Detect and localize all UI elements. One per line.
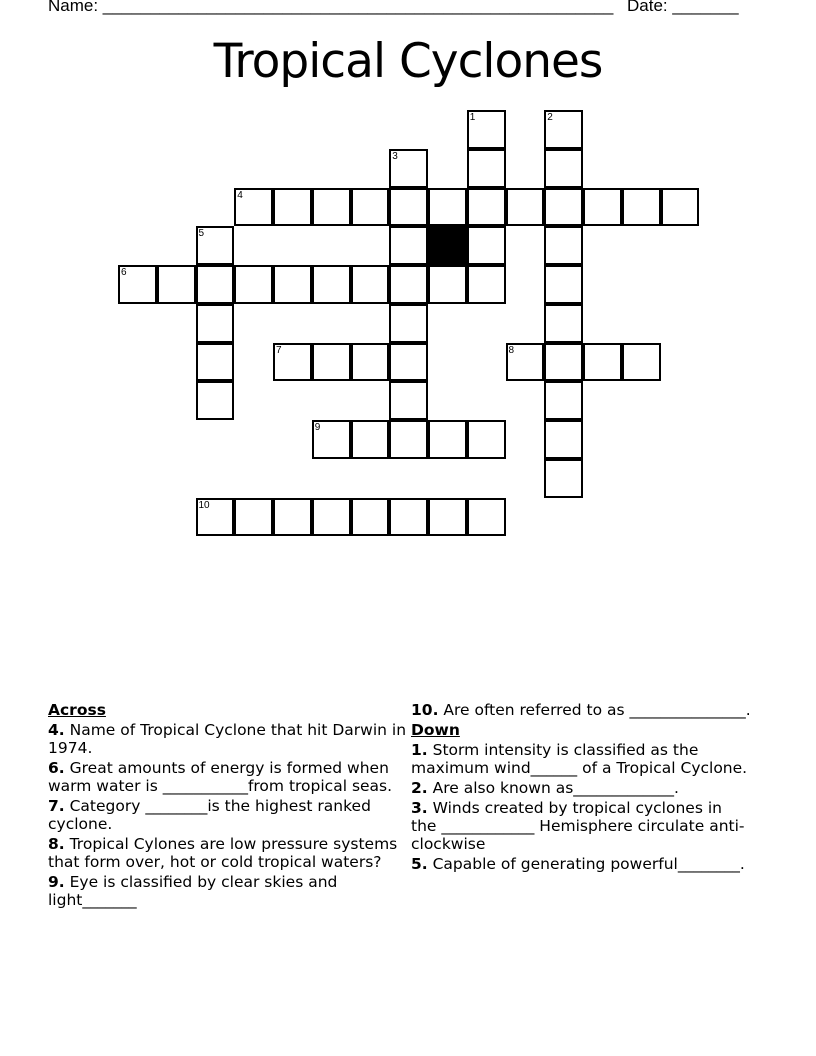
- grid-cell[interactable]: [196, 381, 235, 420]
- grid-cell[interactable]: [389, 188, 428, 227]
- grid-cell[interactable]: [312, 420, 351, 459]
- date-field-label: Date: _______: [627, 0, 739, 15]
- clues-column-right: [411, 701, 751, 875]
- clue-text: Are often referred to as _______________.: [438, 701, 751, 719]
- cell-number: 2: [547, 112, 553, 123]
- grid-cell[interactable]: [506, 343, 545, 382]
- clue-text: Great amounts of energy is formed when warm water is ___________from tropical seas.: [48, 759, 393, 795]
- down-clue-5: [411, 855, 751, 873]
- clue-number: 1.: [411, 741, 428, 759]
- grid-cell[interactable]: [196, 226, 235, 265]
- grid-cell[interactable]: [622, 343, 661, 382]
- grid-cell[interactable]: [428, 188, 467, 227]
- grid-cell[interactable]: [234, 188, 273, 227]
- cell-number: 7: [276, 344, 282, 356]
- grid-cell[interactable]: [351, 498, 390, 537]
- cell-number: 4: [237, 189, 243, 201]
- grid-cell[interactable]: [312, 188, 351, 227]
- grid-cell[interactable]: [544, 304, 583, 343]
- across-heading: Across: [48, 701, 106, 719]
- clue-number: 10.: [411, 701, 439, 719]
- across-clue-7: [48, 797, 408, 833]
- grid-cell[interactable]: [273, 265, 312, 304]
- down-clue-3: [411, 799, 751, 853]
- clue-number: 6.: [48, 759, 65, 777]
- grid-cell[interactable]: [312, 265, 351, 304]
- grid-cell[interactable]: [196, 498, 235, 537]
- grid-cell[interactable]: [389, 265, 428, 304]
- grid-cell[interactable]: [389, 420, 428, 459]
- grid-cell[interactable]: [544, 420, 583, 459]
- cell-number: 3: [392, 150, 398, 162]
- clue-text: Are also known as_____________.: [427, 779, 679, 797]
- grid-cell[interactable]: [506, 188, 545, 227]
- grid-cell[interactable]: [196, 304, 235, 343]
- across-clue-9: [48, 873, 408, 909]
- grid-cell[interactable]: [389, 149, 428, 188]
- grid-cell[interactable]: [544, 226, 583, 265]
- grid-cell[interactable]: [273, 498, 312, 537]
- clue-text: Name of Tropical Cyclone that hit Darwin in 1974.: [48, 721, 407, 757]
- grid-cell[interactable]: [544, 343, 583, 382]
- clue-number: 9.: [48, 873, 65, 891]
- grid-cell[interactable]: [467, 265, 506, 304]
- cell-number: 10: [198, 499, 210, 511]
- grid-cell[interactable]: [234, 265, 273, 304]
- grid-cell[interactable]: [351, 420, 390, 459]
- grid-cell[interactable]: [428, 420, 467, 459]
- grid-cell[interactable]: [273, 188, 312, 227]
- grid-cell[interactable]: [467, 110, 506, 149]
- across-clue-6: [48, 759, 408, 795]
- grid-cell[interactable]: [157, 265, 196, 304]
- grid-cell[interactable]: [544, 381, 583, 420]
- grid-cell[interactable]: [389, 304, 428, 343]
- clue-text: Capable of generating powerful________.: [427, 855, 745, 873]
- clue-number: 2.: [411, 779, 428, 797]
- cell-number: 8: [508, 344, 515, 356]
- clue-number: 7.: [48, 797, 65, 815]
- clue-text: Winds created by tropical cyclones in the ____________ Hemisphere circulate anti-clockwise: [411, 799, 745, 853]
- clue-number: 8.: [48, 835, 65, 853]
- grid-cell[interactable]: [583, 343, 622, 382]
- grid-cell[interactable]: [622, 188, 661, 227]
- clue-text: Storm intensity is classified as the maximum wind______ of a Tropical Cyclone.: [411, 741, 748, 777]
- grid-cell[interactable]: [467, 498, 506, 537]
- grid-cell[interactable]: [389, 226, 428, 265]
- grid-cell[interactable]: [544, 459, 583, 498]
- grid-cell[interactable]: [273, 343, 312, 382]
- down-clue-1: [411, 741, 751, 777]
- grid-cell[interactable]: [467, 420, 506, 459]
- name-field-label: Name: ______________________________________________________: [48, 0, 614, 15]
- grid-cell[interactable]: [351, 188, 390, 227]
- across-clue-8: [48, 835, 408, 871]
- clue-number: 4.: [48, 721, 65, 739]
- grid-cell[interactable]: [389, 498, 428, 537]
- grid-cell[interactable]: [196, 343, 235, 382]
- grid-cell[interactable]: [351, 265, 390, 304]
- cell-number: 1: [469, 112, 476, 123]
- grid-cell[interactable]: [544, 110, 583, 149]
- grid-cell[interactable]: [544, 265, 583, 304]
- grid-cell[interactable]: [196, 265, 235, 304]
- grid-cell[interactable]: [389, 381, 428, 420]
- black-cell: [428, 226, 467, 265]
- cell-number: 6: [121, 267, 127, 278]
- across-clue-4: [48, 721, 408, 757]
- grid-cell[interactable]: [467, 226, 506, 265]
- down-clue-2: [411, 779, 751, 797]
- grid-cell[interactable]: [312, 498, 351, 537]
- grid-cell[interactable]: [118, 265, 157, 304]
- grid-cell[interactable]: [389, 343, 428, 382]
- clue-text: Tropical Cylones are low pressure systems that form over, hot or cold tropical waters?: [48, 835, 398, 871]
- clues-column-left: [48, 701, 408, 911]
- grid-cell[interactable]: [661, 188, 700, 227]
- grid-cell[interactable]: [234, 498, 273, 537]
- clue-text: Category ________is the highest ranked cyclone.: [48, 797, 371, 833]
- grid-cell[interactable]: [428, 265, 467, 304]
- grid-cell[interactable]: [428, 498, 467, 537]
- grid-cell[interactable]: [544, 188, 583, 227]
- grid-cell[interactable]: [583, 188, 622, 227]
- grid-cell[interactable]: [467, 149, 506, 188]
- down-heading: Down: [411, 721, 460, 739]
- cell-number: 9: [314, 422, 321, 433]
- clue-number: 5.: [411, 855, 428, 873]
- grid-cell[interactable]: [351, 343, 390, 382]
- cell-number: 5: [198, 228, 205, 240]
- across-clue-10: [411, 701, 751, 719]
- page-title: Tropical Cyclones: [213, 34, 603, 89]
- clue-text: Eye is classified by clear skies and light_______: [48, 873, 338, 909]
- grid-cell[interactable]: [312, 343, 351, 382]
- grid-cell[interactable]: [544, 149, 583, 188]
- clue-number: 3.: [411, 799, 428, 817]
- grid-cell[interactable]: [467, 188, 506, 227]
